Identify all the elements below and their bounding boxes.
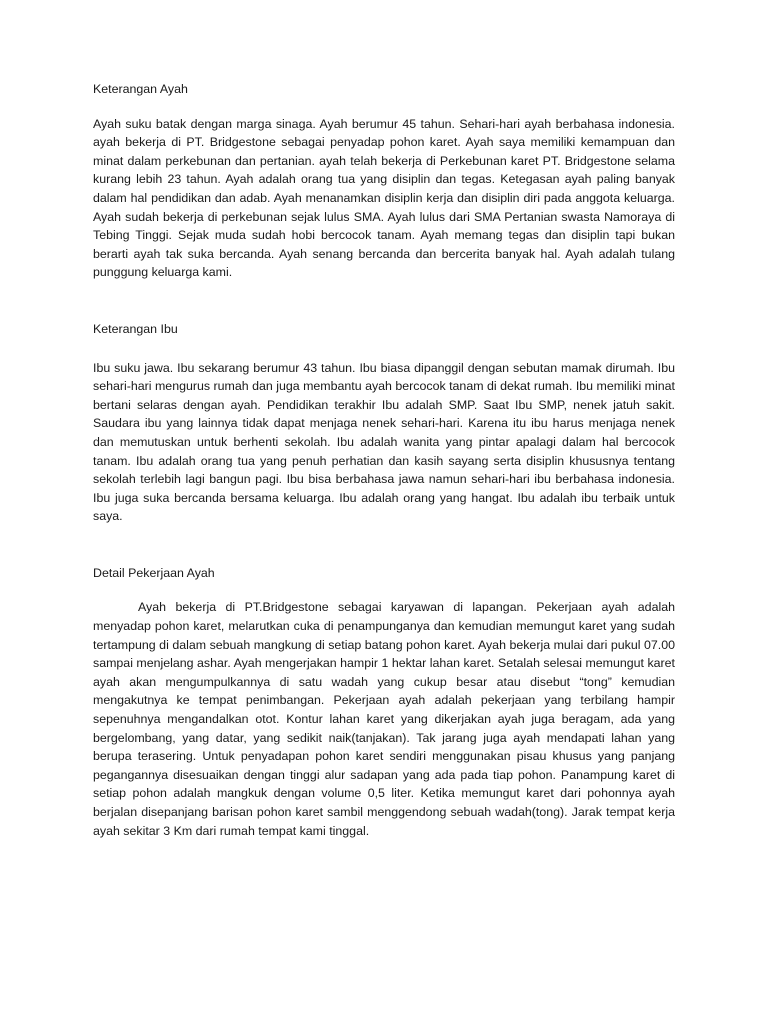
document-page	[93, 80, 675, 840]
section-keterangan-ibu	[93, 320, 675, 526]
section-body: Ayah suku batak dengan marga sinaga. Ayah berumur 45 tahun. Sehari-hari ayah berbahasa indonesia. ayah bekerja di PT. Bridgestone sebagai penyadap pohon karet. Ayah saya memiliki kemampuan dan minat dalam perkebunan dan pertanian. ayah telah bekerja di Perkebunan karet PT. Bridgestone selama kurang lebih 23 tahun. Ayah adalah orang tua yang disiplin dan tegas. Ketegasan ayah paling banyak dalam hal pendidikan dan adab. Ayah menanamkan disiplin kerja dan disiplin diri pada anggota keluarga. Ayah sudah bekerja di perkebunan sejak lulus SMA. Ayah lulus dari SMA Pertanian swasta Namoraya di Tebing Tinggi. Sejak muda sudah hobi bercocok tanam. Ayah memang tegas dan disiplin tapi bukan berarti ayah tak suka bercanda. Ayah senang bercanda dan bercerita banyak hal. Ayah adalah tulang punggung keluarga kami.	[93, 116, 675, 280]
section-detail-pekerjaan-ayah	[93, 564, 675, 840]
section-body: Ibu suku jawa. Ibu sekarang berumur 43 tahun. Ibu biasa dipanggil dengan sebutan mamak dirumah. Ibu sehari-hari mengurus rumah dan juga membantu ayah bercocok tanam di dekat rumah. Ibu memiliki minat bertani selaras dengan ayah. Pendidikan terakhir Ibu adalah SMP. Saat Ibu SMP, nenek jatuh sakit. Saudara ibu yang lainnya tidak dapat menjaga nenek sehari-hari. Karena itu ibu harus menjaga nenek dan memutuskan untuk berhenti sekolah. Ibu adalah wanita yang pintar apalagi dalam hal bercocok tanam. Ibu adalah orang tua yang penuh perhatian dan kasih sayang serta disiplin khususnya tentang sekolah terlebih lagi bangun pagi. Ibu bisa berbahasa jawa namun sehari-hari ibu berbahasa indonesia. Ibu juga suka bercanda bersama keluarga. Ibu adalah orang yang hangat. Ibu adalah ibu terbaik untuk saya.	[93, 360, 675, 524]
section-body: Ayah bekerja di PT.Bridgestone sebagai karyawan di lapangan. Pekerjaan ayah adalah menyadap pohon karet, melarutkan cuka di penampunganya dan kemudian memungut karet yang sudah tertampung di dalam sebuah mangkung di setiap batang pohon karet. Ayah bekerja mulai dari pukul 07.00 sampai menjelang ashar. Ayah mengerjakan hampir 1 hektar lahan karet. Setalah selesai memungut karet ayah akan mengumpulkannya di satu wadah yang cukup besar atau disebut “tong” kemudian mengakutnya ke tempat penimbangan. Pekerjaan ayah adalah pekerjaan yang terbilang hampir sepenuhnya mengandalkan otot. Kontur lahan karet yang dikerjakan ayah juga beragam, ada yang bergelombang, yang datar, yang sedikit naik(tanjakan). Tak jarang juga ayah mendapati lahan yang berupa terasering. Untuk penyadapan pohon karet sendiri menggunakan pisau khusus yang panjang pegangannya disesuaikan dengan tinggi alur sadapan yang ada pada tiap pohon. Panampung karet di setiap pohon adalah mangkuk dengan volume 0,5 liter. Ketika memungut karet dari pohonnya ayah berjalan disepanjang barisan pohon karet sambil menggendong sebuah wadah(tong). Jarak tempat kerja ayah sekitar 3 Km dari rumah tempat kami tinggal.	[93, 600, 675, 838]
section-title: Detail Pekerjaan Ayah	[93, 565, 215, 580]
section-keterangan-ayah	[93, 80, 675, 282]
section-title: Keterangan Ayah	[93, 82, 188, 96]
section-title: Keterangan Ibu	[93, 321, 178, 336]
